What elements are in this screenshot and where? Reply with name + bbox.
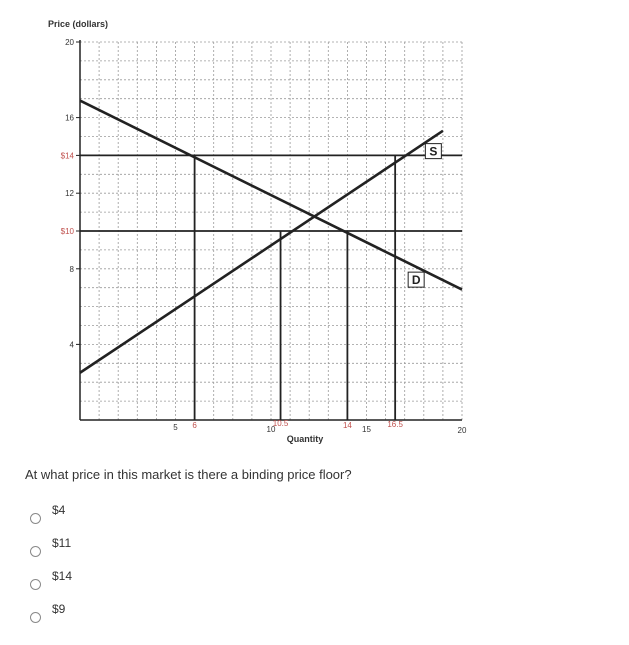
- option-label: $14: [52, 569, 73, 583]
- y-tick-label: 16: [65, 113, 74, 123]
- x-tick-label: 6: [192, 421, 197, 430]
- option-label: $11: [52, 536, 72, 550]
- option-11-dollars[interactable]: [30, 536, 72, 558]
- annotation-label-d: D: [411, 273, 421, 288]
- radio-button[interactable]: [30, 513, 41, 524]
- radio-button[interactable]: [30, 579, 41, 590]
- x-tick-label: 10: [266, 425, 276, 434]
- x-tick-label: 16.5: [387, 420, 403, 429]
- option-label: $9: [52, 602, 66, 616]
- x-tick-label: 14: [342, 421, 352, 430]
- x-axis-label: Quantity: [286, 434, 324, 444]
- y-tick-label: 8: [69, 264, 74, 274]
- x-tick-label: 20: [457, 426, 467, 435]
- y-tick-label: 4: [69, 340, 74, 350]
- tick-labels: [61, 38, 467, 435]
- annotation-label-s: S: [429, 144, 438, 159]
- y-tick-label: $10: [60, 227, 74, 236]
- option-4-dollars[interactable]: [30, 503, 66, 525]
- x-tick-label: 15: [362, 425, 371, 434]
- option-14-dollars[interactable]: [30, 569, 73, 591]
- x-tick-label: 10.5: [272, 419, 289, 428]
- option-label: $4: [52, 503, 66, 517]
- option-9-dollars[interactable]: [30, 602, 66, 624]
- radio-button[interactable]: [30, 612, 41, 623]
- question-text: At what price in this market is there a binding price floor?: [25, 467, 352, 482]
- x-tick-label: 5: [173, 423, 178, 432]
- y-tick-label: $14: [60, 151, 74, 161]
- radio-button[interactable]: [30, 546, 41, 557]
- y-tick-label: 20: [65, 38, 74, 47]
- y-axis-label: Price (dollars): [48, 19, 109, 29]
- y-tick-label: 12: [65, 189, 74, 199]
